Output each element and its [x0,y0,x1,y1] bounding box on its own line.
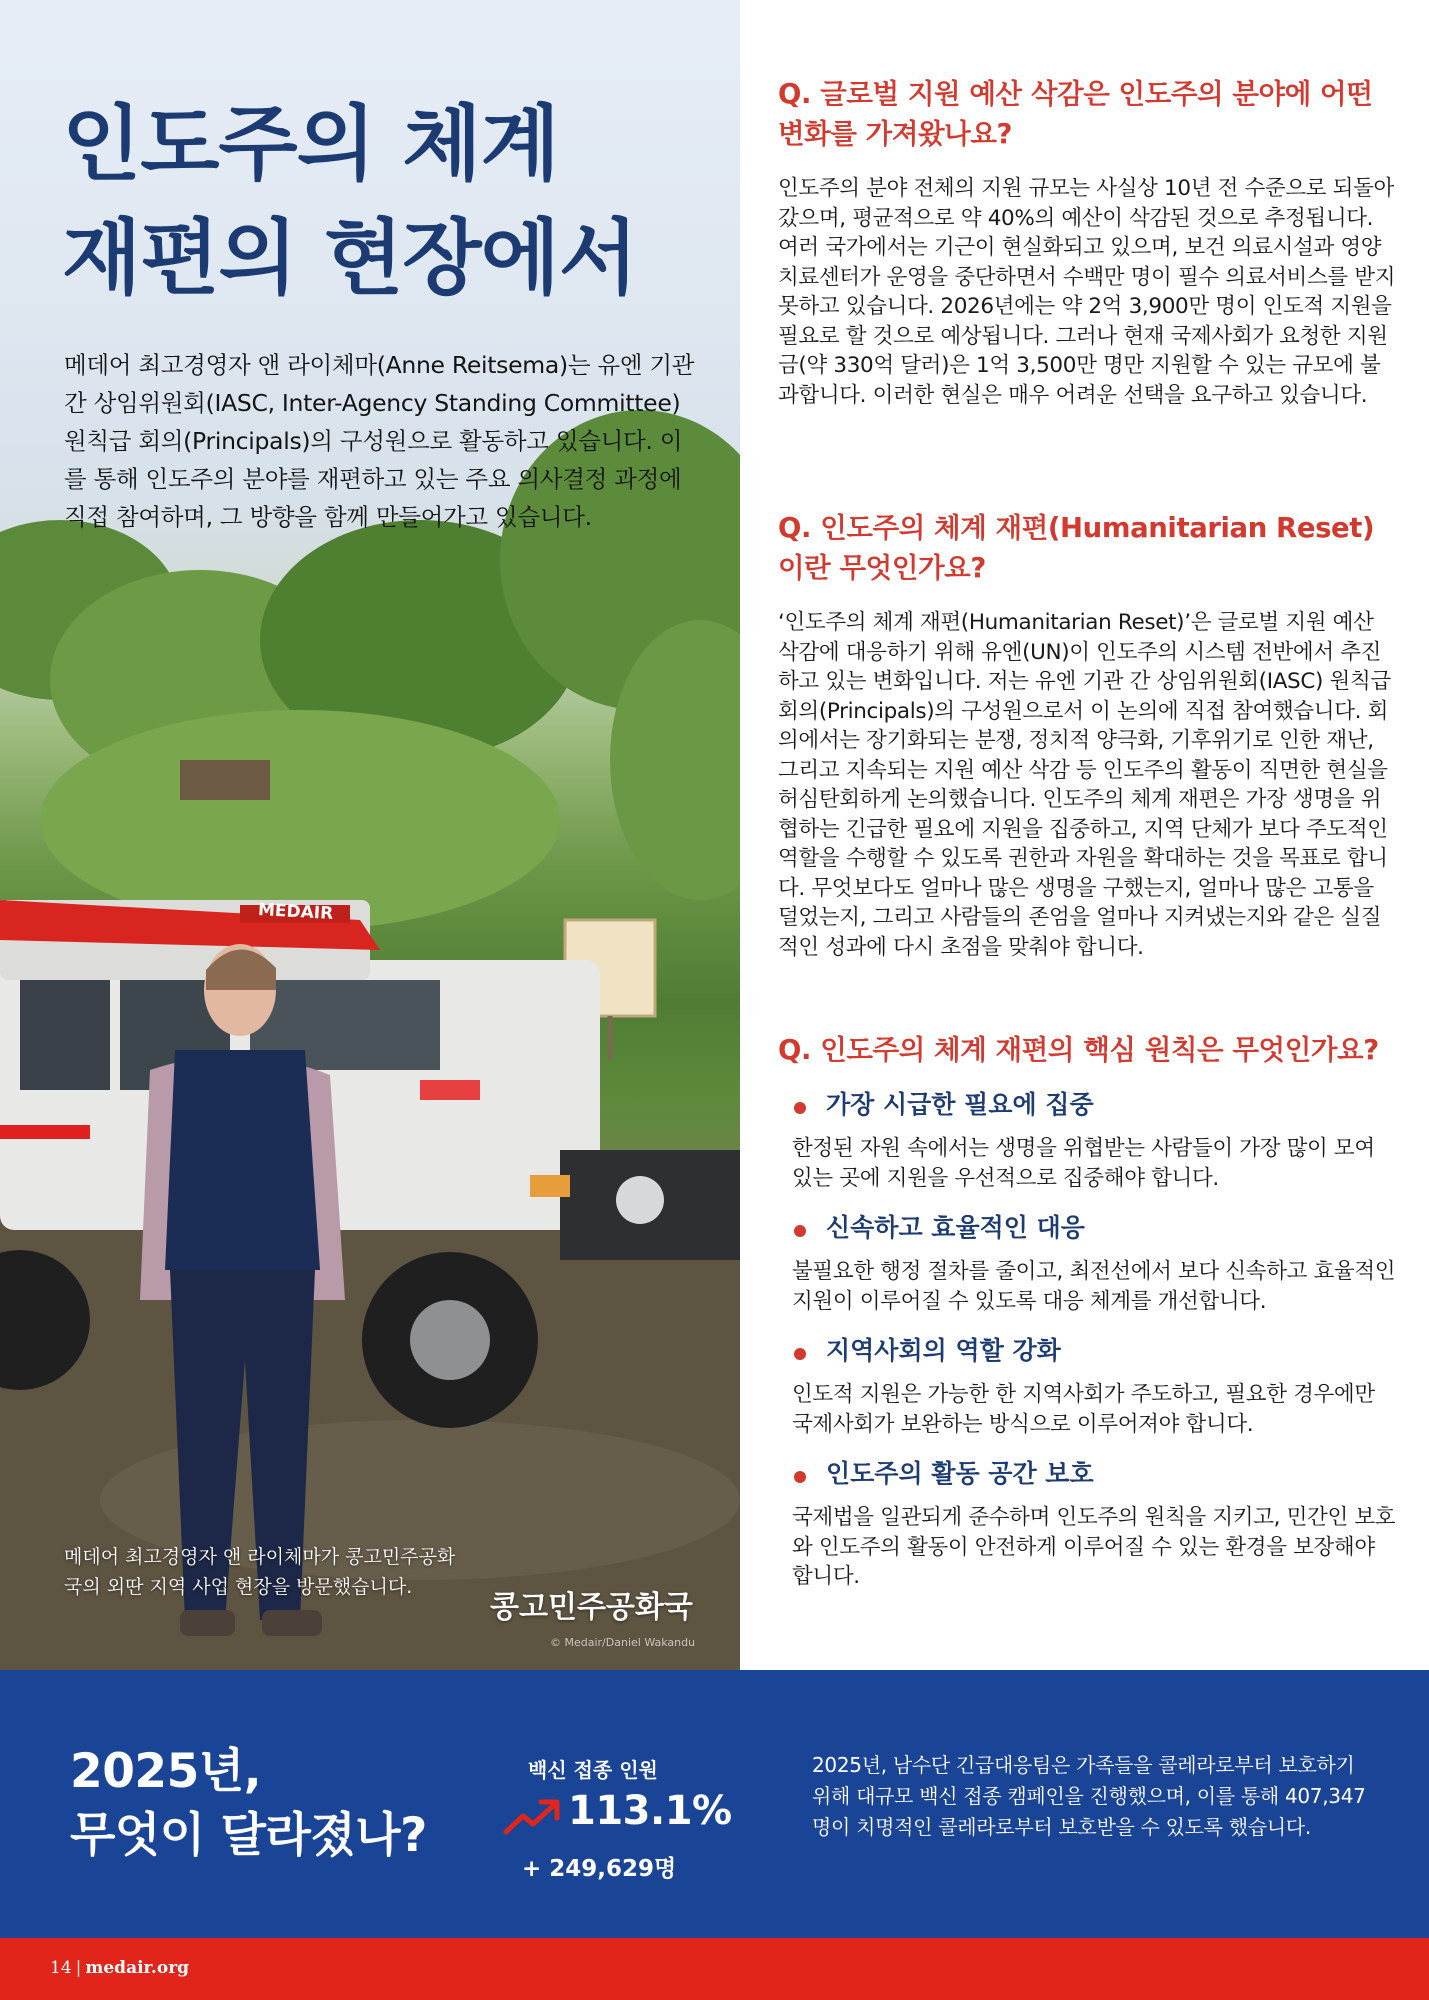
stat-label: 백신 접종 인원 [528,1758,658,1782]
principle-title: 신속하고 효율적인 대응 [826,1213,1085,1242]
principle-text: 한정된 자원 속에서는 생명을 위협받는 사람들이 가장 많이 모여 있는 곳에 지원을 우선적으로 집중해야 합니다. [792,1136,1375,1191]
bullet-icon [794,1225,806,1237]
qa-section-1 [778,74,1398,410]
principle-title: 지역사회의 역할 강화 [826,1336,1061,1365]
question-heading: Q. 인도주의 체계 재편(Humanitarian Reset)이란 무엇인가요? [778,512,1375,584]
stats-description: 2025년, 남수단 긴급대응팀은 가족들을 콜레라로부터 보호하기 위해 대규모 백신 접종 캠페인을 진행했으며, 이를 통해 407,347명이 치명적인 콜레라로부터 보호받을 수 있도록 했습니다. [812,1753,1366,1839]
intro-paragraph: 메데어 최고경영자 앤 라이체마(Anne Reitsema)는 유엔 기관 간 상임위원회(IASC, Inter-Agency Standing Committee) 원칙급 회의(Principals)의 구성원으로 활동하고 있습니다. 이를 통해 인도주의 분야를 재편하고 있는 주요 의사결정 과정에 직접 참여하며, 그 방향을 함께 만들어가고 있습니다. [64,351,695,531]
vehicle-brand-label: MEDAIR [257,900,334,924]
footer-bar [0,1938,1429,2000]
stats-band [0,1670,1429,1938]
trend-up-icon [503,1796,563,1836]
qa-section-2 [778,508,1398,962]
principle-text: 인도적 지원은 가능한 한 지역사회가 주도하고, 필요한 경우에만 국제사회가 보완하는 방식으로 이루어져야 합니다. [792,1382,1375,1437]
footer-separator: | [75,1958,82,1978]
list-item [778,1205,1398,1316]
list-item [778,1082,1398,1193]
stats-title: 2025년, 무엇이 달라졌나? [70,1744,427,1863]
location-label: 콩고민주공화국 [490,1590,693,1625]
stat-value: 113.1% [568,1788,732,1834]
bullet-icon [794,1471,806,1483]
principle-text: 국제법을 일관되게 준수하며 인도주의 원칙을 지키고, 민간인 보호와 인도주의 활동이 안전하게 이루어질 수 있는 환경을 보장해야 합니다. [792,1505,1396,1589]
page-title: 인도주의 체계 재편의 현장에서 [62,97,638,306]
photo-caption: 메데어 최고경영자 앤 라이체마가 콩고민주공화국의 외딴 지역 사업 현장을 방문했습니다. [64,1546,456,1598]
bullet-icon [794,1348,806,1360]
principles-list [778,1082,1398,1592]
page-number: 14 [50,1958,72,1978]
question-heading: Q. 글로벌 지원 예산 삭감은 인도주의 분야에 어떤 변화를 가져왔나요? [778,78,1373,150]
qa-section-3 [778,1030,1398,1592]
answer-paragraph: 인도주의 분야 전체의 지원 규모는 사실상 10년 전 수준으로 되돌아갔으며, 평균적으로 약 40%의 예산이 삭감된 것으로 추정됩니다. 여러 국가에서는 기근이 현실화되고 있으며, 보건 의료시설과 영양 치료센터가 운영을 중단하면서 수백만 명이 필수 의료서비스를 받지 못하고 있습니다. 2026년에는 약 2억 3,900만 명이 인도적 지원을 필요로 할 것으로 예상됩니다. 그러나 현재 국제사회가 요청한 지원금(약 330억 달러)은 1억 3,500만 명만 지원할 수 있는 규모에 불과합니다. 이러한 현실은 매우 어려운 선택을 요구하고 있습니다. [778,176,1396,408]
answer-paragraph: ‘인도주의 체계 재편(Humanitarian Reset)’은 글로벌 지원 예산 삭감에 대응하기 위해 유엔(UN)이 인도주의 시스템 전반에서 추진하고 있는 변화입니다. 저는 유엔 기관 간 상임위원회(IASC) 원칙급 회의(Principals)의 구성원으로서 이 논의에 직접 참여했습니다. 회의에서는 장기화되는 분쟁, 정치적 양극화, 기후위기로 인한 재난, 그리고 지속되는 지원 예산 삭감 등 인도주의 활동이 직면한 현실을 허심탄회하게 논의했습니다. 인도주의 체계 재편은 가장 생명을 위협하는 긴급한 필요에 지원을 집중하고, 지역 단체가 보다 주도적인 역할을 수행할 수 있도록 권한과 자원을 확대하는 것을 목표로 합니다. 무엇보다도 얼마나 많은 생명을 구했는지, 얼마나 많은 고통을 덜었는지, 그리고 사람들의 존엄을 얼마나 지켜냈는지와 같은 실질적인 성과에 다시 초점을 맞춰야 합니다. [778,610,1391,960]
list-item [778,1328,1398,1439]
website-link[interactable]: medair.org [85,1958,190,1978]
bullet-icon [794,1102,806,1114]
list-item [778,1451,1398,1592]
photo-credit: © Medair/Daniel Wakandu [550,1636,696,1649]
principle-title: 인도주의 활동 공간 보호 [826,1459,1094,1488]
principle-text: 불필요한 행정 절차를 줄이고, 최전선에서 보다 신속하고 효율적인 지원이 이루어질 수 있도록 대응 체계를 개선합니다. [792,1259,1396,1314]
footer-text [50,1958,189,1978]
stat-delta: + 249,629명 [522,1856,677,1882]
question-heading: Q. 인도주의 체계 재편의 핵심 원칙은 무엇인가요? [778,1034,1379,1066]
principle-title: 가장 시급한 필요에 집중 [826,1090,1094,1119]
photo-panel [0,0,740,1670]
